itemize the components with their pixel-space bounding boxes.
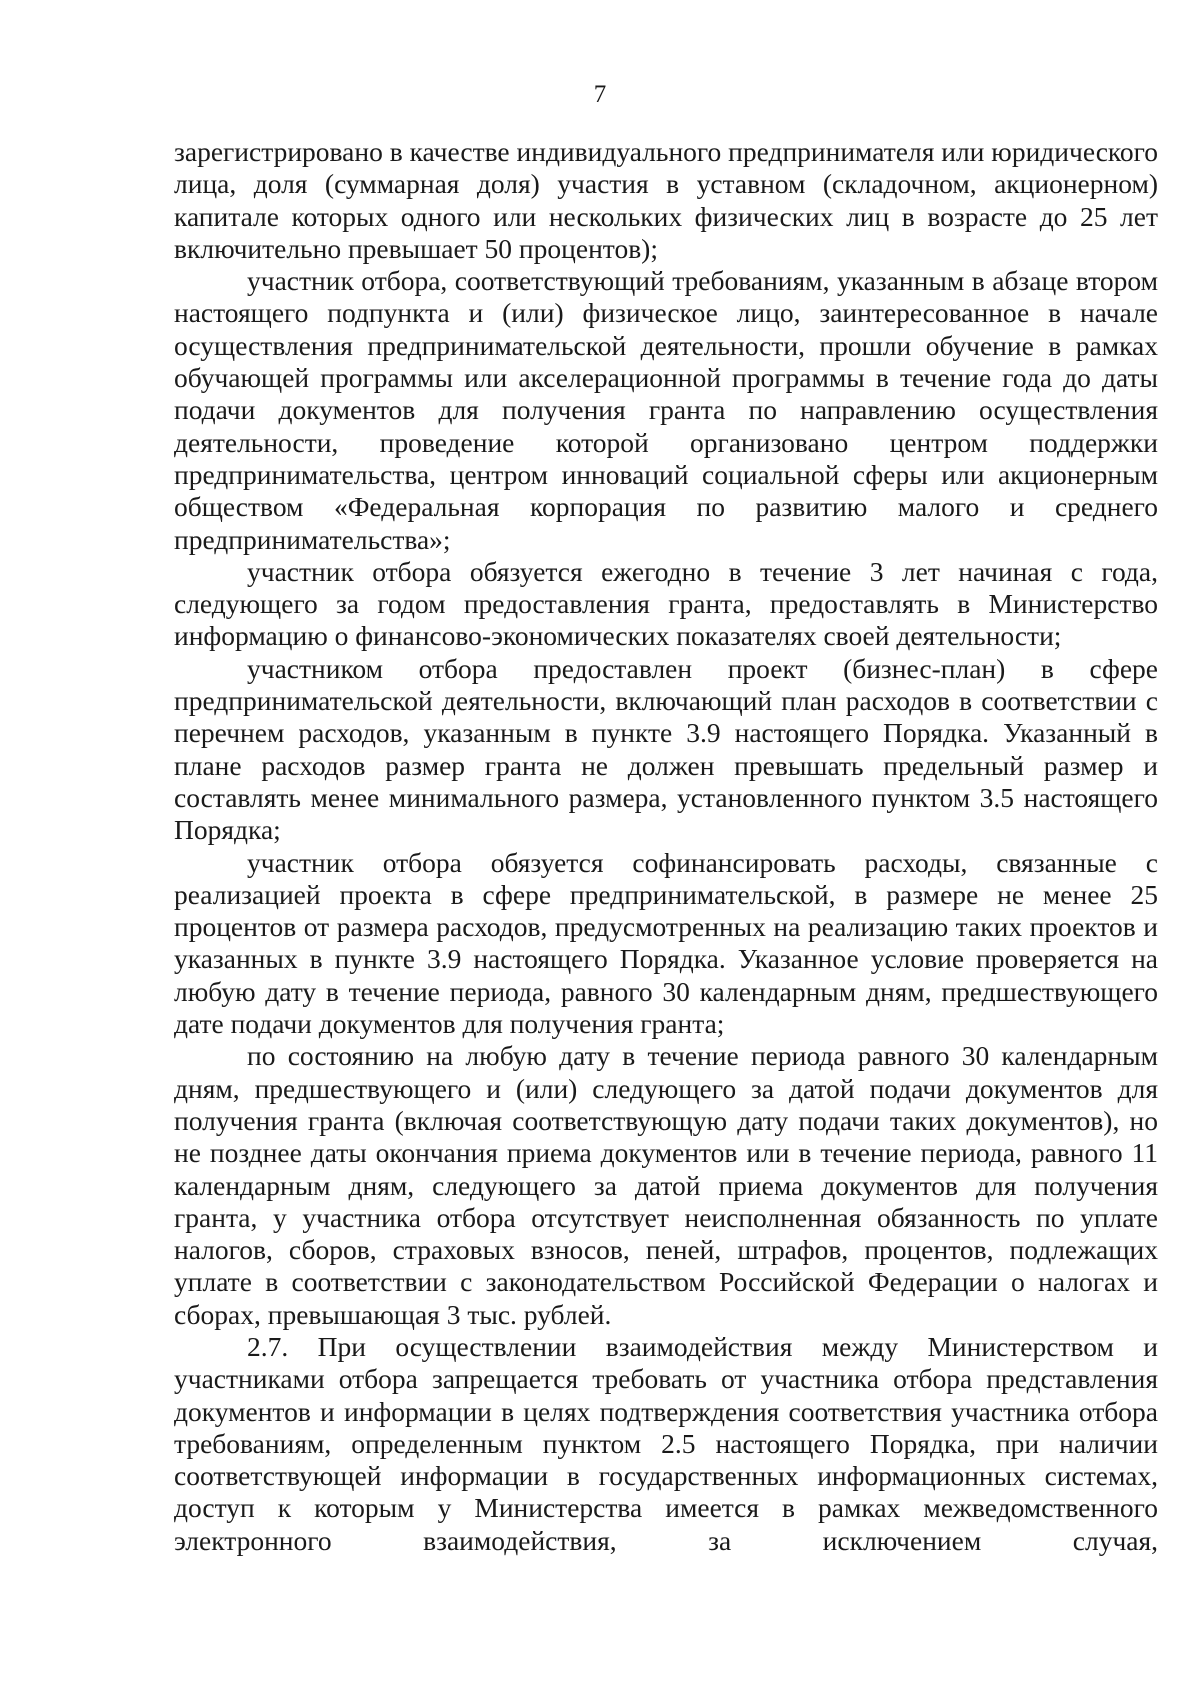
page-number: 7 [593,81,607,108]
paragraph-tax-debt: по состоянию на любую дату в течение периода равного 30 календарным дням, предшествующего и (или) следующего за датой подачи документов для получения гранта (включая соответствующую дату подачи таких документов), но не позднее даты окончания приема документов или в течение периода, равного 11 календарным дням, следующего за датой приема документов для получения гранта, у участника отбора отсутствует неисполненная обязанность по уплате налогов, сборов, страховых взносов, пеней, штрафов, процентов, подлежащих уплате в соответствии с законодательством Российской Федерации о налогах и сборах, превышающая 3 тыс. рублей. [174,1040,1158,1330]
paragraph-training-requirement: участник отбора, соответствующий требованиям, указанным в абзаце втором настоящего подпункта и (или) физическое лицо, заинтересованное в начале осуществления предпринимательской деятельности, прошли обучение в рамках обучающей программы или акселерационной программы в течение года до даты подачи документов для получения гранта по направлению осуществления деятельности, проведение которой организовано центром поддержки предпринимательства, центром инноваций социальной сферы или акционерным обществом «Федеральная корпорация по развитию малого и среднего предпринимательства»; [174,265,1158,555]
document-body [174,136,1158,1557]
paragraph-reporting-obligation: участник отбора обязуется ежегодно в течение 3 лет начиная с года, следующего за годом предоставления гранта, предоставлять в Министерство информацию о финансово-экономических показателях своей деятельности; [174,555,1158,652]
paragraph-section-2-7: 2.7. При осуществлении взаимодействия между Министерством и участниками отбора запрещается требовать от участника отбора представления документов и информации в целях подтверждения соответствия участника отбора требованиям, определенным пунктом 2.5 настоящего Порядка, при наличии соответствующей информации в государственных информационных системах, доступ к которым у Министерства имеется в рамках межведомственного электронного взаимодействия, за исключением случая, [174,1330,1158,1556]
paragraph-continuation: зарегистрировано в качестве индивидуального предпринимателя или юридического лица, доля (суммарная доля) участия в уставном (складочном, акционерном) капитале которых одного или нескольких физических лиц в возрасте до 25 лет включительно превышает 50 процентов); [174,136,1158,264]
paragraph-business-plan: участником отбора предоставлен проект (бизнес-план) в сфере предпринимательской деятельности, включающий план расходов в соответствии с перечнем расходов, указанным в пункте 3.9 настоящего Порядка. Указанный в плане расходов размер гранта не должен превышать предельный размер и составлять менее минимального размера, установленного пунктом 3.5 настоящего Порядка; [174,652,1158,846]
paragraph-cofinancing: участник отбора обязуется софинансировать расходы, связанные с реализацией проекта в сфере предпринимательской, в размере не менее 25 процентов от размера расходов, предусмотренных на реализацию таких проектов и указанных в пункте 3.9 настоящего Порядка. Указанное условие проверяется на любую дату в течение периода, равного 30 календарным дням, предшествующего дате подачи документов для получения гранта; [174,846,1158,1040]
